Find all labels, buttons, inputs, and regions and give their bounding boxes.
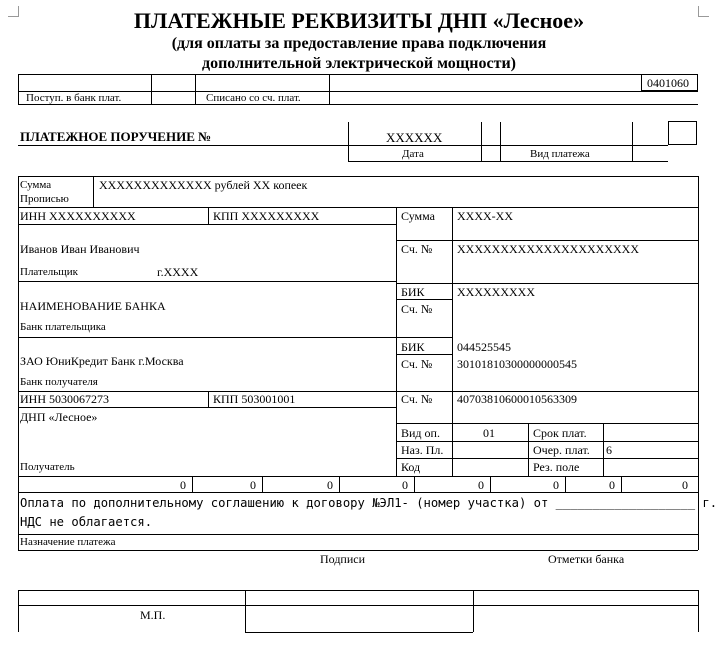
page-subtitle-2: дополнительной электрической мощности)	[201, 55, 516, 72]
debited-label: Списано со сч. плат.	[206, 92, 301, 104]
payer-bank-bik: XXXXXXXXX	[457, 285, 535, 299]
payer-label: Плательщик	[20, 266, 78, 278]
payer-bank-label: Банк плательщика	[20, 321, 106, 333]
bank-marks-label: Отметки банка	[548, 552, 625, 566]
payer-bank-bik-label: БИК	[401, 285, 425, 299]
page-title: ПЛАТЕЖНЫЕ РЕКВИЗИТЫ ДНП «Лесное»	[133, 8, 585, 33]
term-label: Срок плат.	[533, 426, 587, 440]
payer-account: XXXXXXXXXXXXXXXXXXXXX	[457, 242, 639, 256]
payer-bank-account-label: Сч. №	[401, 302, 433, 316]
recipient-account: 40703810600010563309	[457, 392, 577, 406]
recipient-inn: ИНН 5030067273	[20, 392, 109, 406]
zero-cell: 0	[478, 478, 484, 492]
recipient-bank-bik-label: БИК	[401, 340, 425, 354]
payer-city: г.XXXX	[157, 265, 199, 279]
payment-order-number: XXXXXX	[386, 130, 443, 145]
recipient-bank-account-label: Сч. №	[401, 357, 433, 371]
amount-words-label-1: Сумма	[20, 179, 52, 191]
payer-bank-name: НАИМЕНОВАНИЕ БАНКА	[20, 299, 166, 313]
received-label: Поступ. в банк плат.	[26, 92, 122, 104]
payment-order-label: ПЛАТЕЖНОЕ ПОРУЧЕНИЕ №	[20, 129, 212, 144]
signatures-label: Подписи	[320, 552, 366, 566]
payment-order-status-box	[668, 121, 697, 145]
zero-cell: 0	[609, 478, 615, 492]
zero-cell: 0	[180, 478, 186, 492]
recipient-bank-account: 30101810300000000545	[457, 357, 577, 371]
zero-cell: 0	[553, 478, 559, 492]
amount-words-label-2: Прописью	[20, 193, 69, 205]
payer-account-label: Сч. №	[401, 242, 433, 256]
priority: 6	[606, 443, 612, 457]
form-code: 0401060	[647, 76, 689, 90]
zero-cell: 0	[682, 478, 688, 492]
purpose-line-2: НДС не облагается.	[20, 515, 153, 529]
payment-type-label: Вид платежа	[530, 148, 590, 160]
page-subtitle-1: (для оплаты за предоставление права подключения	[171, 35, 547, 52]
recipient-account-label: Сч. №	[401, 392, 433, 406]
recipient-name: ДНП «Лесное»	[20, 410, 98, 424]
payer-inn: ИНН XXXXXXXXXX	[20, 209, 136, 223]
purpose-line-1: Оплата по дополнительному соглашению к договору №ЭЛ1- (номер участка) от ___________________ г.	[20, 496, 718, 510]
priority-label: Очер. плат.	[533, 443, 590, 457]
payer-amount-label: Сумма	[401, 209, 435, 223]
op-type: 01	[483, 426, 495, 440]
zero-cell: 0	[250, 478, 256, 492]
stamp-label: М.П.	[140, 608, 166, 622]
date-label: Дата	[402, 148, 424, 160]
purpose-code-label: Наз. Пл.	[401, 443, 444, 457]
op-type-label: Вид оп.	[401, 426, 440, 440]
payer-kpp: КПП XXXXXXXXX	[213, 209, 320, 223]
payer-name: Иванов Иван Иванович	[20, 242, 140, 256]
recipient-bank-bik: 044525545	[457, 340, 511, 354]
payer-amount: XXXX-XX	[457, 209, 513, 223]
zero-cell: 0	[402, 478, 408, 492]
recipient-kpp: КПП 503001001	[213, 392, 296, 406]
recipient-label: Получатель	[20, 461, 75, 473]
recipient-bank-name: ЗАО ЮниКредит Банк г.Москва	[20, 354, 184, 368]
purpose-label: Назначение платежа	[20, 536, 116, 548]
code-label: Код	[401, 460, 421, 474]
reserve-label: Рез. поле	[533, 460, 580, 474]
amount-words-value: XXXXXXXXXXXXX рублей XX копеек	[99, 178, 308, 192]
zero-cell: 0	[327, 478, 333, 492]
recipient-bank-label: Банк получателя	[20, 376, 98, 388]
